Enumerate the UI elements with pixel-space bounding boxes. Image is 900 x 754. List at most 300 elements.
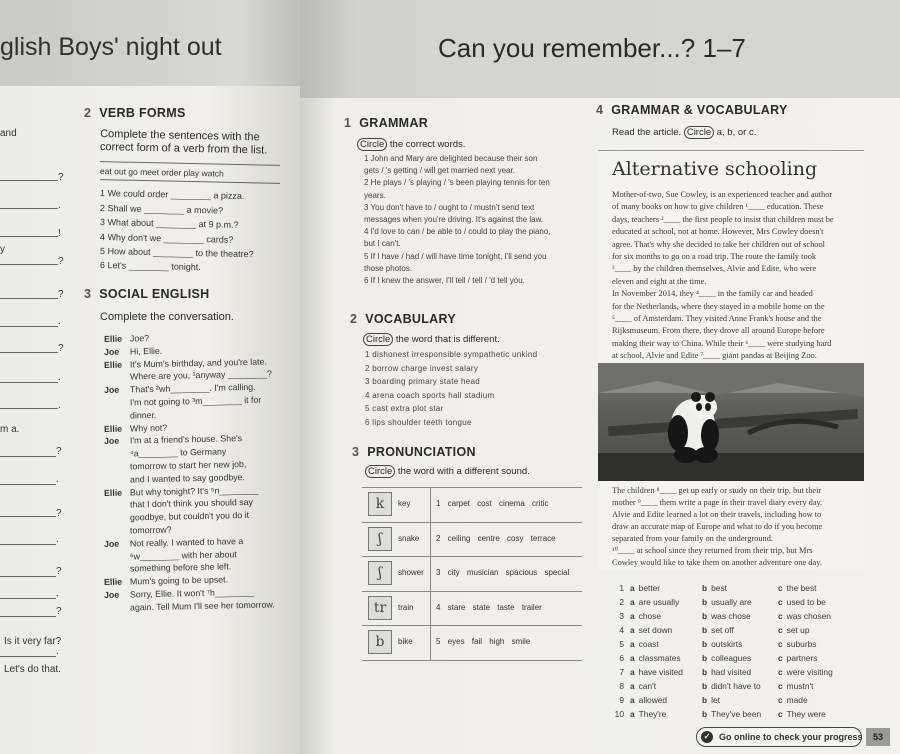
dialogue-line bbox=[104, 369, 272, 383]
option-letter: c bbox=[778, 709, 783, 719]
page-title-left: glish Boys' night out bbox=[0, 33, 222, 61]
instruction-vocabulary: Circle the word that is different. bbox=[363, 334, 500, 345]
article-line: educated at school, not at home. However, Mrs Cowley doesn't bbox=[612, 227, 824, 237]
dialogue-text: Joe? bbox=[129, 333, 150, 344]
sound-picture-icon: tr bbox=[368, 596, 392, 620]
option-text: They've been bbox=[711, 709, 762, 719]
sound-word: snake bbox=[398, 533, 420, 543]
answer-line bbox=[0, 656, 56, 657]
option-text: They were bbox=[786, 709, 826, 719]
sound-picture-icon: k bbox=[368, 492, 392, 516]
dialogue-text: dinner. bbox=[129, 409, 157, 421]
dialogue-line bbox=[104, 422, 167, 433]
option-text: was chose bbox=[711, 611, 751, 621]
option-a[interactable] bbox=[630, 653, 681, 663]
speaker-name bbox=[104, 508, 130, 509]
option-text: coast bbox=[638, 639, 659, 649]
option-text: didn't have to bbox=[711, 681, 761, 691]
margin-text: . bbox=[56, 588, 59, 599]
option-c[interactable] bbox=[778, 625, 810, 635]
vocabulary-item: 3 boarding primary state head bbox=[365, 377, 480, 387]
option-text: have visited bbox=[638, 667, 683, 677]
dialogue-line bbox=[104, 599, 275, 613]
exercise-item: 3 What about ________ at 9 p.m.? bbox=[99, 217, 239, 230]
article-line: draw an accurate map of Europe and what to do if you become bbox=[612, 522, 823, 531]
dialogue-text: and I wanted to say goodbye. bbox=[129, 471, 246, 485]
margin-text: . bbox=[56, 534, 59, 545]
question-number: 9 bbox=[619, 695, 624, 705]
margin-text: and bbox=[0, 128, 17, 139]
option-text: the best bbox=[786, 583, 817, 593]
speaker-name bbox=[104, 533, 130, 534]
vocabulary-item: 1 dishonest irresponsible sympathetic unkind bbox=[365, 350, 538, 359]
option-text: chose bbox=[638, 611, 662, 621]
instruction-grammar: Circle the correct words. bbox=[357, 139, 465, 150]
section-heading-grammar: 1 GRAMMAR bbox=[344, 116, 429, 130]
option-text: was chosen bbox=[786, 611, 831, 621]
speaker-name bbox=[104, 405, 130, 406]
option-b[interactable] bbox=[702, 583, 727, 593]
question-number: 7 bbox=[619, 667, 624, 677]
dialogue-line bbox=[104, 333, 149, 344]
option-text: allowed bbox=[638, 695, 668, 705]
option-text: set up bbox=[786, 625, 810, 635]
option-a[interactable] bbox=[630, 709, 666, 719]
grammar-item: years. bbox=[364, 190, 386, 200]
speaker-name: Joe bbox=[103, 589, 120, 600]
option-text: usually are bbox=[711, 597, 752, 607]
answer-line bbox=[0, 544, 56, 545]
word-box-bottom bbox=[100, 179, 280, 184]
margin-text: . bbox=[56, 646, 59, 657]
exercise-item: 1 We could order ________ a pizza. bbox=[99, 188, 245, 202]
option-text: suburbs bbox=[786, 639, 817, 649]
grammar-item: 4 I'd love to can / be able to / could to play the piano, bbox=[364, 227, 551, 237]
margin-text: . bbox=[58, 200, 61, 211]
option-a[interactable] bbox=[630, 611, 661, 621]
section-heading-social-english: 3 SOCIAL ENGLISH bbox=[84, 287, 210, 301]
article-line: Mother-of-two, Sue Cowley, is an experienced teacher and author bbox=[612, 190, 833, 199]
option-letter: c bbox=[778, 625, 783, 635]
speaker-name bbox=[104, 380, 130, 381]
pronunciation-row bbox=[362, 556, 582, 590]
answer-line bbox=[0, 598, 56, 599]
article-line: for the Netherlands, where they stayed in a mobile home on the bbox=[612, 301, 825, 311]
option-c[interactable] bbox=[778, 667, 833, 677]
answer-line bbox=[0, 456, 56, 457]
margin-text: ? bbox=[58, 172, 64, 183]
option-text: classmates bbox=[638, 653, 681, 663]
dialogue-line bbox=[104, 525, 172, 536]
margin-text: ? bbox=[58, 256, 64, 267]
option-letter: b bbox=[702, 667, 708, 677]
speaker-name: Ellie bbox=[103, 333, 123, 344]
article-line: Cowley would like to take them on another adventure one day. bbox=[612, 558, 822, 567]
speaker-name: Joe bbox=[103, 538, 120, 549]
exercise-item: 2 Shall we ________ a movie? bbox=[99, 203, 224, 216]
option-a[interactable] bbox=[630, 667, 683, 677]
option-letter: a bbox=[630, 681, 635, 691]
online-progress-label: Go online to check your progress bbox=[719, 732, 863, 742]
margin-text: ! bbox=[58, 228, 61, 239]
option-text: colleagues bbox=[711, 653, 752, 663]
answer-line bbox=[0, 298, 58, 299]
dialogue-line bbox=[104, 472, 245, 485]
dialogue-line bbox=[104, 562, 231, 575]
article-line: separated from your family on the underground. bbox=[612, 534, 774, 543]
dialogue-text: Why not? bbox=[129, 422, 168, 434]
grammar-item: 1 John and Mary are delighted because their son bbox=[364, 154, 538, 163]
option-letter: a bbox=[630, 709, 635, 719]
margin-text: ? bbox=[58, 343, 64, 354]
dialogue-line bbox=[104, 410, 157, 421]
speaker-name bbox=[104, 418, 130, 419]
article-line: eleven and eight at the time. bbox=[612, 276, 707, 286]
dialogue-line bbox=[104, 433, 242, 446]
dialogue-text: It's Mum's birthday, and you're late. bbox=[129, 356, 267, 370]
option-letter: b bbox=[702, 695, 708, 705]
pronunciation-row bbox=[362, 487, 582, 521]
option-b[interactable] bbox=[702, 611, 751, 621]
word-list: eat out go meet order play watch bbox=[99, 166, 224, 179]
margin-text: m a. bbox=[0, 424, 20, 435]
option-c[interactable] bbox=[778, 611, 831, 621]
margin-text: . bbox=[58, 400, 61, 411]
grammar-item: 6 If I knew the answer, I'll tell / tell / 'd tell you. bbox=[364, 276, 525, 285]
dialogue-line bbox=[104, 395, 261, 408]
question-number: 2 bbox=[619, 597, 624, 607]
option-letter: b bbox=[702, 653, 708, 663]
option-c[interactable] bbox=[778, 583, 816, 593]
option-letter: b bbox=[702, 583, 708, 593]
margin-text: . bbox=[56, 474, 59, 485]
sound-options: 4 stare state taste trailer bbox=[436, 602, 542, 612]
dialogue-text: again. Tell Mum I'll see her tomorrow. bbox=[129, 599, 275, 613]
margin-text: ? bbox=[56, 446, 62, 457]
sound-word: shower bbox=[398, 568, 424, 577]
article-line: for six months to go on a road trip. The route the family took bbox=[612, 252, 817, 261]
article-box bbox=[598, 150, 864, 570]
exercise-item: 6 Let's ________ tonight. bbox=[99, 260, 201, 273]
option-text: outskirts bbox=[711, 639, 743, 649]
pronunciation-row bbox=[362, 625, 582, 659]
pronunciation-row bbox=[362, 522, 582, 556]
dialogue-line bbox=[104, 587, 254, 600]
option-letter: c bbox=[778, 681, 783, 691]
speaker-name: Joe bbox=[103, 436, 120, 447]
sound-picture-icon: ʃ bbox=[368, 561, 392, 585]
option-letter: c bbox=[778, 597, 783, 607]
article-line: Rijksmuseum. From there, they drove all around Europe before bbox=[612, 326, 825, 336]
option-letter: b bbox=[702, 611, 708, 621]
option-letter: c bbox=[778, 653, 783, 663]
speaker-name: Ellie bbox=[103, 359, 123, 370]
speaker-name bbox=[104, 610, 130, 611]
answer-line bbox=[0, 208, 58, 209]
speaker-name: Ellie bbox=[103, 487, 123, 498]
answer-line bbox=[0, 264, 58, 265]
option-letter: a bbox=[630, 583, 635, 593]
article-line: of many books on how to give children ¹____ education. These bbox=[612, 202, 824, 212]
speaker-name bbox=[104, 457, 130, 458]
option-letter: b bbox=[702, 681, 708, 691]
answer-line bbox=[0, 382, 58, 383]
column-divider bbox=[430, 557, 431, 591]
option-letter: c bbox=[778, 695, 783, 705]
dialogue-text: tomorrow to start her new job, bbox=[129, 459, 247, 472]
column-divider bbox=[430, 626, 431, 660]
option-letter: b bbox=[702, 639, 708, 649]
dialogue-line bbox=[104, 356, 267, 369]
answer-line bbox=[0, 326, 58, 327]
option-c[interactable] bbox=[778, 597, 826, 607]
dialogue-text: that I don't think you should say bbox=[129, 497, 254, 510]
option-b[interactable] bbox=[702, 597, 752, 607]
dialogue-text: But why tonight? It's ⁵n________ bbox=[129, 484, 259, 498]
question-number: 5 bbox=[619, 639, 624, 649]
dialogue-line bbox=[104, 497, 253, 510]
speaker-name bbox=[104, 559, 130, 560]
dialogue-text: ⁴a________ to Germany bbox=[129, 446, 227, 459]
question-number: 3 bbox=[619, 611, 624, 621]
dialogue-text: Not really. I wanted to have a bbox=[129, 535, 244, 549]
pronunciation-row bbox=[362, 591, 582, 625]
option-a[interactable] bbox=[630, 695, 667, 705]
grammar-item: those photos. bbox=[364, 263, 413, 273]
option-a[interactable] bbox=[630, 583, 660, 593]
dialogue-line bbox=[104, 484, 259, 497]
left-page bbox=[0, 0, 300, 754]
option-c[interactable] bbox=[778, 695, 808, 705]
dialogue-text: Hi, Ellie. bbox=[129, 345, 163, 357]
sound-word: train bbox=[398, 602, 414, 612]
option-b[interactable] bbox=[702, 709, 761, 719]
option-b[interactable] bbox=[702, 639, 742, 649]
option-c[interactable] bbox=[778, 639, 816, 649]
grammar-item: 5 If I have / had / will have time tonight, I'll send you bbox=[364, 251, 547, 261]
section-heading-vocabulary: 2 VOCABULARY bbox=[350, 312, 456, 326]
grammar-item: 2 He plays / 's playing / 's been playing tennis for ten bbox=[364, 178, 550, 188]
option-letter: b bbox=[702, 625, 708, 635]
dialogue-text: ⁶w________ with her about bbox=[129, 548, 237, 562]
answer-line bbox=[0, 180, 58, 181]
dialogue-line bbox=[104, 549, 237, 562]
dialogue-text: That's ²wh________. I'm calling. bbox=[129, 382, 256, 395]
option-b[interactable] bbox=[702, 695, 720, 705]
dialogue-line bbox=[104, 346, 162, 357]
option-text: were visiting bbox=[786, 667, 833, 677]
dialogue-line bbox=[104, 459, 247, 472]
speaker-name bbox=[104, 521, 130, 522]
option-text: They're bbox=[638, 709, 667, 719]
article-line: ⁵____ of Amsterdam. They visited Anne Frank's house and the bbox=[612, 314, 822, 323]
option-text: used to be bbox=[786, 597, 826, 607]
margin-text: Let's do that. bbox=[4, 664, 61, 675]
column-divider bbox=[430, 523, 431, 557]
question-number: 10 bbox=[614, 709, 624, 719]
grammar-item: but I can't. bbox=[364, 239, 401, 249]
option-b[interactable] bbox=[702, 667, 751, 677]
speaker-name bbox=[104, 469, 130, 470]
grammar-item: 3 You don't have to / ought to / mustn't send text bbox=[364, 202, 535, 212]
sound-picture-icon: b bbox=[368, 630, 392, 654]
instruction-social-english: Complete the conversation. bbox=[100, 311, 234, 323]
option-b[interactable] bbox=[702, 681, 761, 691]
answer-line bbox=[0, 484, 56, 485]
dialogue-text: Sorry, Ellie. It won't ⁷h________ bbox=[129, 586, 255, 600]
section-heading-pronunciation: 3 PRONUNCIATION bbox=[352, 445, 476, 459]
dialogue-line bbox=[104, 536, 243, 549]
sound-word: bike bbox=[398, 637, 413, 646]
word-box-top bbox=[100, 161, 280, 166]
panda-photo bbox=[598, 363, 864, 481]
dialogue-text: goodbye, but couldn't you do it bbox=[129, 510, 250, 523]
sound-options: 2 ceiling centre cosy terrace bbox=[436, 533, 556, 543]
dialogue-line bbox=[104, 382, 256, 395]
article-line: mother ⁹____ them write a page in their travel diary every day. bbox=[612, 498, 823, 507]
sound-word: key bbox=[398, 499, 411, 508]
dialogue-text: I'm at a friend's house. She's bbox=[129, 433, 243, 446]
option-letter: b bbox=[702, 597, 708, 607]
check-icon: ✓ bbox=[701, 731, 713, 743]
option-text: let bbox=[711, 695, 720, 705]
option-text: made bbox=[786, 695, 808, 705]
dialogue-text: Where are you, ¹anyway ________? bbox=[129, 368, 272, 382]
question-number: 8 bbox=[619, 681, 624, 691]
speaker-name bbox=[104, 572, 130, 573]
sound-options: 3 city musician spacious special bbox=[436, 568, 570, 577]
dialogue-text: Mum's going to be upset. bbox=[129, 574, 229, 587]
option-letter: a bbox=[630, 639, 635, 649]
option-letter: c bbox=[778, 611, 783, 621]
table-bottom-border bbox=[362, 660, 582, 661]
article-line: In November 2014, they ⁴____ in the family car and headed bbox=[612, 289, 813, 299]
answer-line bbox=[0, 576, 56, 577]
grammar-item: gets / 's getting / will get married next year. bbox=[364, 166, 515, 176]
article-title: Alternative schooling bbox=[612, 158, 818, 180]
option-c[interactable] bbox=[778, 681, 813, 691]
option-letter: a bbox=[630, 625, 635, 635]
article-line: Alvie and Edite learned a lot on their travels, including how to bbox=[612, 510, 822, 519]
page-title-right: Can you remember...? 1–7 bbox=[438, 33, 746, 63]
sound-picture-icon: ʃ bbox=[368, 527, 392, 551]
instruction-verb-forms: Complete the sentences with the correct form of a verb from the list. bbox=[99, 128, 268, 157]
question-number: 6 bbox=[619, 653, 624, 663]
option-b[interactable] bbox=[702, 625, 734, 635]
exercise-item: 4 Why don't we ________ cards? bbox=[99, 232, 234, 245]
option-text: had visited bbox=[711, 667, 752, 677]
option-text: partners bbox=[786, 653, 818, 663]
question-number: 1 bbox=[619, 583, 624, 593]
speaker-name bbox=[104, 482, 130, 483]
vocabulary-item: 2 borrow charge invest salary bbox=[365, 363, 479, 373]
option-text: are usually bbox=[638, 597, 680, 607]
option-a[interactable] bbox=[630, 625, 672, 635]
option-b[interactable] bbox=[702, 653, 751, 663]
column-divider bbox=[430, 488, 431, 522]
option-a[interactable] bbox=[630, 681, 656, 691]
margin-text: ? bbox=[56, 508, 62, 519]
option-letter: a bbox=[630, 667, 635, 677]
margin-text: ? bbox=[56, 606, 62, 617]
option-letter: c bbox=[778, 583, 783, 593]
option-letter: a bbox=[630, 653, 635, 663]
margin-text: ? bbox=[56, 566, 62, 577]
article-line: days, teachers ²____ the first people to insist that children must be bbox=[612, 214, 834, 224]
sound-options: 1 carpet cost cinema critic bbox=[436, 499, 549, 508]
vocabulary-item: 4 arena coach sports hall stadium bbox=[365, 390, 495, 400]
instruction-grammar-vocabulary: Read the article. Circle a, b, or c. bbox=[612, 127, 757, 138]
instruction-pronunciation: Circle the word with a different sound. bbox=[365, 466, 530, 477]
speaker-name: Joe bbox=[103, 384, 120, 396]
option-text: can't bbox=[638, 681, 657, 691]
option-letter: a bbox=[630, 597, 635, 607]
speaker-name: Joe bbox=[103, 346, 120, 357]
vocabulary-item: 5 cast extra plot star bbox=[365, 404, 444, 414]
dialogue-line bbox=[104, 575, 228, 588]
speaker-name: Ellie bbox=[103, 423, 123, 434]
margin-text: ? bbox=[58, 289, 64, 300]
dialogue-line bbox=[104, 447, 226, 460]
section-heading-verb-forms: 2 VERB FORMS bbox=[84, 106, 186, 120]
option-letter: a bbox=[630, 611, 635, 621]
option-letter: a bbox=[630, 695, 635, 705]
option-text: mustn't bbox=[786, 681, 814, 691]
article-line: ³____ by the children themselves, Alvie and Edite, who were bbox=[612, 264, 817, 274]
option-text: set down bbox=[638, 625, 673, 635]
margin-text: . bbox=[58, 316, 61, 327]
dialogue-line bbox=[104, 510, 249, 523]
vocabulary-item: 6 lips shoulder teeth tongue bbox=[365, 418, 472, 427]
dialogue-text: I'm not going to ³m________ it for bbox=[129, 394, 262, 408]
option-a[interactable] bbox=[630, 597, 679, 607]
option-text: set off bbox=[711, 625, 734, 635]
margin-text: . bbox=[58, 372, 61, 383]
option-letter: c bbox=[778, 667, 783, 677]
article-line: agree. That's why she decided to take her children out of school bbox=[612, 239, 825, 249]
dialogue-text: tomorrow? bbox=[129, 524, 172, 536]
column-divider bbox=[430, 592, 431, 626]
sound-options: 5 eyes fail high smile bbox=[436, 637, 531, 646]
option-letter: b bbox=[702, 709, 708, 719]
answer-line bbox=[0, 352, 58, 353]
article-line: ¹⁰____ at school since they returned from their trip, but Mrs bbox=[612, 546, 813, 555]
section-heading-grammar-vocabulary: 4 GRAMMAR & VOCABULARY bbox=[596, 103, 788, 117]
answer-line bbox=[0, 516, 56, 517]
panda-photo-illustration bbox=[598, 363, 864, 481]
option-a[interactable] bbox=[630, 639, 659, 649]
dialogue-text: something before she left. bbox=[129, 561, 232, 574]
article-line: The children ⁸____ get up early or study on their trip, but their bbox=[612, 486, 822, 495]
online-progress-button[interactable] bbox=[696, 727, 862, 747]
option-letter: c bbox=[778, 639, 783, 649]
exercise-item: 5 How about ________ to the theatre? bbox=[99, 246, 254, 260]
answer-line bbox=[0, 236, 58, 237]
option-c[interactable] bbox=[778, 709, 826, 719]
speaker-name: Ellie bbox=[103, 576, 123, 588]
option-text: better bbox=[638, 583, 661, 593]
grammar-item: messages when you're driving. It's against the law. bbox=[364, 215, 544, 224]
margin-text: Is it very far? bbox=[4, 636, 62, 647]
page-number: 53 bbox=[866, 728, 890, 746]
article-line: at school, Alvie and Edite ⁷____ giant pandas at Beijing Zoo. bbox=[612, 351, 817, 361]
answer-line bbox=[0, 616, 56, 617]
article-line: making their way to China. While their ⁶____ were studying hard bbox=[612, 338, 832, 348]
answer-line bbox=[0, 408, 58, 409]
margin-text: y bbox=[0, 244, 5, 255]
option-text: best bbox=[711, 583, 727, 593]
option-c[interactable] bbox=[778, 653, 817, 663]
